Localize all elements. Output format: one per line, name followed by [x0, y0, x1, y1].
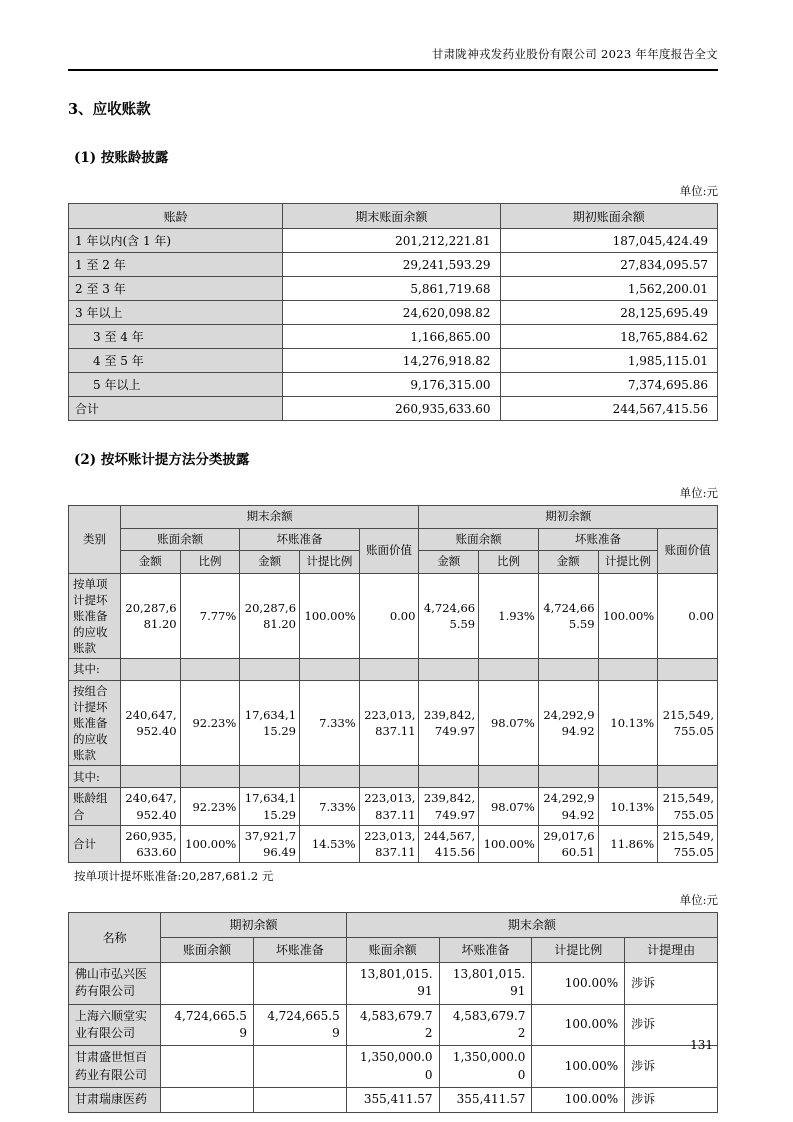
book-value-cell: 0.00 [359, 573, 419, 658]
page-number: 131 [690, 1038, 713, 1052]
ratio-cell: 7.33% [300, 681, 360, 766]
amount-cell: 244,567,415.56 [419, 825, 479, 862]
provision-ratio-cell: 100.00% [532, 1088, 625, 1112]
empty-cell [240, 766, 300, 788]
end-book-cell: 4,583,679.72 [346, 1004, 439, 1046]
table-row [69, 301, 718, 325]
col-amount: 金额 [538, 551, 598, 574]
among-which-label: 其中: [69, 766, 121, 788]
amount-cell: 37,921,796.49 [240, 825, 300, 862]
book-value-cell: 223,013,837.11 [359, 788, 419, 825]
amount-cell: 4,724,665.59 [419, 573, 479, 658]
group-ending-balance: 期末余额 [120, 506, 419, 529]
book-value-cell: 215,549,755.05 [658, 825, 718, 862]
total-label: 合计 [69, 825, 121, 862]
col-amount: 金额 [240, 551, 300, 574]
begin-book-cell [161, 962, 254, 1004]
book-value-cell: 223,013,837.11 [359, 681, 419, 766]
table-row [69, 277, 718, 301]
empty-cell [598, 659, 658, 681]
amount-cell: 29,017,660.51 [538, 825, 598, 862]
ratio-cell: 100.00% [300, 573, 360, 658]
table-row [69, 1004, 718, 1046]
col-bad-debt: 坏账准备 [439, 937, 532, 962]
amount-cell: 20,287,681.20 [120, 573, 180, 658]
beginning-balance-cell: 7,374,695.86 [500, 373, 717, 397]
group-ending-balance: 期末余额 [346, 912, 717, 937]
ending-balance-cell: 14,276,918.82 [283, 349, 500, 373]
col-ending-balance: 期末账面余额 [283, 204, 500, 229]
book-value-cell: 215,549,755.05 [658, 681, 718, 766]
provision-ratio-cell: 100.00% [532, 962, 625, 1004]
category-label: 按单项计提坏账准备的应收账款 [69, 573, 121, 658]
ratio-cell: 1.93% [479, 573, 539, 658]
total-label: 合计 [69, 397, 283, 421]
amount-cell: 240,647,952.40 [120, 788, 180, 825]
aging-label: 1 年以内(含 1 年) [69, 229, 283, 253]
ratio-cell: 100.00% [479, 825, 539, 862]
individual-provision-note: 按单项计提坏账准备:20,287,681.2 元 [74, 868, 274, 883]
empty-cell [658, 659, 718, 681]
ratio-cell: 10.13% [598, 681, 658, 766]
end-book-cell: 1,350,000.00 [346, 1046, 439, 1088]
ending-balance-total: 260,935,633.60 [283, 397, 500, 421]
table-header-row [69, 937, 718, 962]
ending-balance-cell: 29,241,593.29 [283, 253, 500, 277]
col-ratio: 比例 [180, 551, 240, 574]
col-category: 类别 [69, 506, 121, 574]
beginning-balance-cell: 18,765,884.62 [500, 325, 717, 349]
empty-cell [359, 766, 419, 788]
empty-cell [120, 659, 180, 681]
table-row [69, 349, 718, 373]
amount-cell: 4,724,665.59 [538, 573, 598, 658]
empty-cell [598, 766, 658, 788]
group-beginning-balance: 期初余额 [161, 912, 347, 937]
col-book-balance: 账面余额 [346, 937, 439, 962]
ratio-cell: 14.53% [300, 825, 360, 862]
col-provision-ratio: 计提比例 [532, 937, 625, 962]
category-label: 账龄组合 [69, 788, 121, 825]
empty-cell [479, 659, 539, 681]
report-header-title: 甘肃陇神戎发药业股份有限公司 2023 年年度报告全文 [68, 46, 718, 71]
beginning-balance-cell: 1,562,200.01 [500, 277, 717, 301]
subsection-1-title: (1) 按账龄披露 [74, 150, 169, 166]
col-book-value: 账面价值 [359, 528, 419, 573]
section-title: 3、应收账款 [68, 101, 151, 118]
end-bad-cell: 13,801,015.91 [439, 962, 532, 1004]
ratio-cell: 11.86% [598, 825, 658, 862]
group-bad-debt: 坏账准备 [538, 528, 657, 551]
amount-cell: 239,842,749.97 [419, 681, 479, 766]
table-header-row [69, 912, 718, 937]
aging-label: 2 至 3 年 [69, 277, 283, 301]
table-total-row [69, 825, 718, 862]
table-row [69, 1088, 718, 1112]
document-page [68, 46, 718, 1113]
begin-bad-cell [253, 1088, 346, 1112]
ratio-cell: 92.23% [180, 788, 240, 825]
amount-cell: 260,935,633.60 [120, 825, 180, 862]
end-bad-cell: 1,350,000.00 [439, 1046, 532, 1088]
end-bad-cell: 4,583,679.72 [439, 1004, 532, 1046]
table-row [69, 681, 718, 766]
col-provision-ratio: 计提比例 [598, 551, 658, 574]
end-book-cell: 13,801,015.91 [346, 962, 439, 1004]
aging-label: 3 年以上 [69, 301, 283, 325]
ending-balance-cell: 201,212,221.81 [283, 229, 500, 253]
ratio-cell: 100.00% [598, 573, 658, 658]
col-beginning-balance: 期初账面余额 [500, 204, 717, 229]
group-bad-debt: 坏账准备 [240, 528, 359, 551]
begin-bad-cell [253, 1046, 346, 1088]
ratio-cell: 7.77% [180, 573, 240, 658]
beginning-balance-cell: 27,834,095.57 [500, 253, 717, 277]
ratio-cell: 10.13% [598, 788, 658, 825]
col-bad-debt: 坏账准备 [253, 937, 346, 962]
empty-cell [479, 766, 539, 788]
ratio-cell: 98.07% [479, 681, 539, 766]
table-header-row [69, 506, 718, 529]
col-provision-ratio: 计提比例 [300, 551, 360, 574]
ratio-cell: 92.23% [180, 681, 240, 766]
begin-bad-cell [253, 962, 346, 1004]
amount-cell: 24,292,994.92 [538, 681, 598, 766]
company-name: 甘肃盛世恒百药业有限公司 [69, 1046, 161, 1088]
end-book-cell: 355,411.57 [346, 1088, 439, 1112]
category-label: 按组合计提坏账准备的应收账款 [69, 681, 121, 766]
col-aging: 账龄 [69, 204, 283, 229]
beginning-balance-cell: 187,045,424.49 [500, 229, 717, 253]
col-ratio: 比例 [479, 551, 539, 574]
table-row [69, 229, 718, 253]
col-amount: 金额 [419, 551, 479, 574]
empty-cell [538, 659, 598, 681]
ending-balance-cell: 1,166,865.00 [283, 325, 500, 349]
aging-label: 4 至 5 年 [69, 349, 283, 373]
col-name: 名称 [69, 912, 161, 962]
provision-ratio-cell: 100.00% [532, 1046, 625, 1088]
amount-cell: 17,634,115.29 [240, 788, 300, 825]
empty-cell [300, 659, 360, 681]
provision-reason-cell: 涉诉 [625, 1088, 718, 1112]
subtotal-divider-row [69, 659, 718, 681]
group-book-balance: 账面余额 [419, 528, 538, 551]
col-amount: 金额 [120, 551, 180, 574]
empty-cell [240, 659, 300, 681]
table-row [69, 253, 718, 277]
bad-debt-method-table [68, 505, 718, 863]
book-value-cell: 215,549,755.05 [658, 788, 718, 825]
col-provision-reason: 计提理由 [625, 937, 718, 962]
table-row [69, 962, 718, 1004]
individual-provision-table [68, 912, 718, 1113]
aging-label: 3 至 4 年 [69, 325, 283, 349]
table-total-row [69, 397, 718, 421]
provision-reason-cell: 涉诉 [625, 1046, 718, 1088]
book-value-cell: 223,013,837.11 [359, 825, 419, 862]
unit-label-3: 单位:元 [679, 892, 718, 907]
table-row [69, 325, 718, 349]
ratio-cell: 100.00% [180, 825, 240, 862]
provision-reason-cell: 涉诉 [625, 1004, 718, 1046]
table-row [69, 573, 718, 658]
ending-balance-cell: 24,620,098.82 [283, 301, 500, 325]
group-book-balance: 账面余额 [120, 528, 239, 551]
begin-book-cell [161, 1046, 254, 1088]
subtotal-divider-row [69, 766, 718, 788]
aging-disclosure-table [68, 203, 718, 421]
beginning-balance-total: 244,567,415.56 [500, 397, 717, 421]
begin-book-cell: 4,724,665.59 [161, 1004, 254, 1046]
table-row [69, 373, 718, 397]
table-row [69, 1046, 718, 1088]
beginning-balance-cell: 1,985,115.01 [500, 349, 717, 373]
empty-cell [419, 659, 479, 681]
begin-bad-cell: 4,724,665.59 [253, 1004, 346, 1046]
amount-cell: 239,842,749.97 [419, 788, 479, 825]
amount-cell: 17,634,115.29 [240, 681, 300, 766]
empty-cell [419, 766, 479, 788]
ending-balance-cell: 9,176,315.00 [283, 373, 500, 397]
aging-label: 5 年以上 [69, 373, 283, 397]
table-header-row [69, 204, 718, 229]
end-bad-cell: 355,411.57 [439, 1088, 532, 1112]
company-name: 上海六顺堂实业有限公司 [69, 1004, 161, 1046]
ratio-cell: 98.07% [479, 788, 539, 825]
book-value-cell: 0.00 [658, 573, 718, 658]
amount-cell: 20,287,681.20 [240, 573, 300, 658]
empty-cell [180, 766, 240, 788]
table-row [69, 788, 718, 825]
subsection-2-title: (2) 按坏账计提方法分类披露 [74, 452, 250, 468]
unit-label-2: 单位:元 [679, 486, 718, 500]
empty-cell [658, 766, 718, 788]
group-beginning-balance: 期初余额 [419, 506, 718, 529]
empty-cell [180, 659, 240, 681]
ratio-cell: 7.33% [300, 788, 360, 825]
empty-cell [359, 659, 419, 681]
among-which-label: 其中: [69, 659, 121, 681]
ending-balance-cell: 5,861,719.68 [283, 277, 500, 301]
company-name: 甘肃瑞康医药 [69, 1088, 161, 1112]
begin-book-cell [161, 1088, 254, 1112]
aging-label: 1 至 2 年 [69, 253, 283, 277]
provision-ratio-cell: 100.00% [532, 1004, 625, 1046]
unit-label-1: 单位:元 [679, 184, 718, 198]
empty-cell [300, 766, 360, 788]
amount-cell: 24,292,994.92 [538, 788, 598, 825]
empty-cell [538, 766, 598, 788]
amount-cell: 240,647,952.40 [120, 681, 180, 766]
empty-cell [120, 766, 180, 788]
col-book-value: 账面价值 [658, 528, 718, 573]
table-header-row [69, 528, 718, 551]
company-name: 佛山市弘兴医药有限公司 [69, 962, 161, 1004]
provision-reason-cell: 涉诉 [625, 962, 718, 1004]
col-book-balance: 账面余额 [161, 937, 254, 962]
beginning-balance-cell: 28,125,695.49 [500, 301, 717, 325]
